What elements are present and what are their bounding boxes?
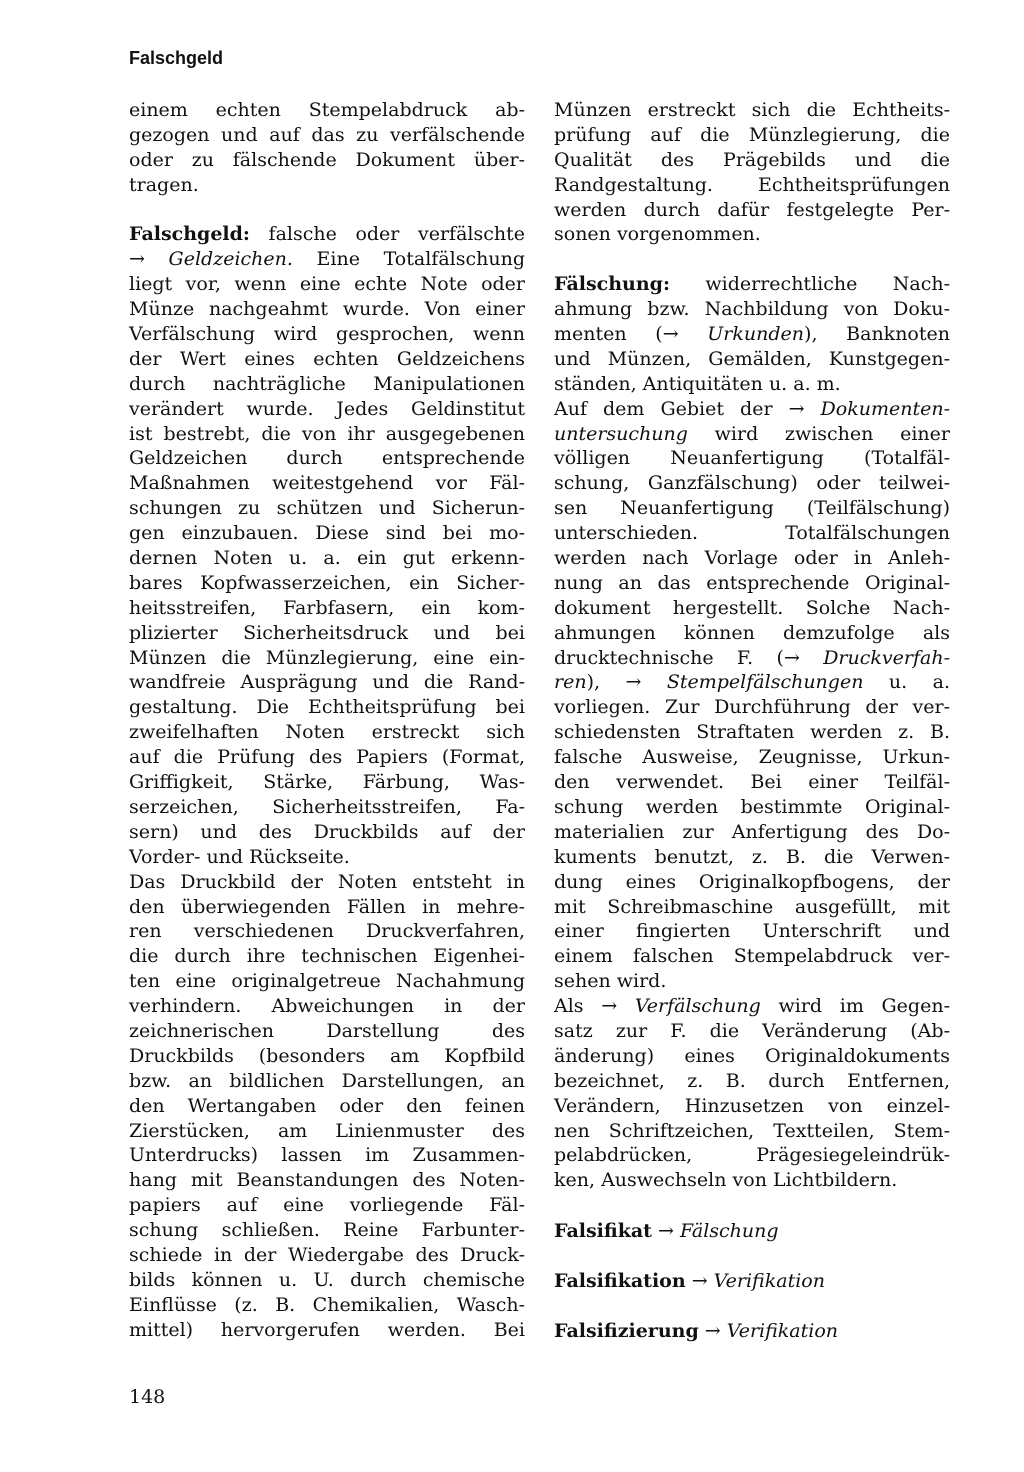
- cross-reference: Geldzeichen.: [168, 248, 293, 271]
- text-line: liegt vor, wenn eine echte Note oder: [129, 273, 525, 296]
- arrow-icon: →: [129, 248, 169, 271]
- text-line: menten (→ Urkunden), Banknoten: [554, 323, 950, 346]
- text-line: sen Neuanfertigung (Teilfälschung): [554, 497, 950, 520]
- entry-falschgeld: [129, 222, 525, 1342]
- cross-reference: Stempelfälschungen: [666, 671, 864, 694]
- cross-reference: Urkunden: [707, 323, 805, 346]
- arrow-icon: →: [662, 323, 708, 346]
- entry-term: Falsifizierung: [554, 1320, 699, 1343]
- arrow-icon: →: [685, 1270, 714, 1293]
- text-line: papiers auf eine vorliegende Fäl-: [129, 1194, 525, 1217]
- text-line: zweifelhaften Noten erstreckt sich: [129, 721, 525, 744]
- text-line: drucktechnische F. (→ Druckverfah-: [554, 646, 950, 669]
- entry-term: Falsifikation: [554, 1270, 686, 1293]
- text-line: verhindern. Abweichungen in der: [129, 995, 525, 1018]
- arrow-icon: →: [783, 646, 824, 669]
- entry-term: Fälschung:: [554, 273, 670, 296]
- entry-falsifizierung: [554, 1319, 950, 1344]
- text-line: sehen wird.: [554, 970, 667, 993]
- text-line: Verändern, Hinzusetzen von einzel-: [554, 1094, 950, 1117]
- text-line: zeichnerischen Darstellung des: [129, 1019, 525, 1042]
- cross-reference: untersuchung: [554, 422, 688, 445]
- text-line: ren), → Stempelfälschungen u. a.: [554, 671, 950, 694]
- text-line: schung schließen. Reine Farbunter-: [129, 1219, 525, 1242]
- cross-reference: Dokumenten-: [820, 397, 950, 420]
- text-line: Münzen erstreckt sich die Echtheits-: [554, 99, 950, 121]
- cross-reference: Verfälschung: [634, 995, 761, 1018]
- text-line: auf die Prüfung des Papiers (Format,: [129, 746, 525, 769]
- text-line: gen einzubauen. Diese sind bei mo-: [129, 522, 525, 545]
- text-line: durch nachträgliche Manipulationen: [129, 372, 525, 395]
- text-line: satz zur F. die Veränderung (Ab-: [554, 1019, 950, 1042]
- continuation-paragraph: [554, 98, 950, 247]
- text-line: schung werden bestimmte Original-: [554, 795, 950, 818]
- text-line: ist bestrebt, die von ihr ausgegebenen: [129, 422, 525, 445]
- cross-reference: Verifikation: [726, 1320, 839, 1343]
- cross-reference: ren: [554, 671, 587, 694]
- cross-reference: Fälschung: [679, 1219, 779, 1242]
- text-line: schiedensten Straftaten werden z. B.: [554, 721, 950, 744]
- text-line: ken, Auswechseln von Lichtbildern.: [554, 1169, 898, 1192]
- text-line: Falschgeld: falsche oder verfälschte: [129, 223, 525, 246]
- text-line: Fälschung: widerrechtliche Nach-: [554, 273, 950, 296]
- text-line: Randgestaltung. Echtheitsprüfungen: [554, 173, 950, 196]
- entry-term: Falsifikat: [554, 1219, 652, 1242]
- text-line: nung an das entsprechende Original-: [554, 571, 950, 594]
- text-line: bilds können u. U. durch chemische: [129, 1268, 525, 1291]
- text-line: änderung) eines Originaldokuments: [554, 1044, 950, 1067]
- text-line: werden durch dafür festgelegte Per-: [554, 198, 950, 221]
- text-line: materialien zur Anfertigung des Do-: [554, 820, 950, 843]
- text-line: dokument hergestellt. Solche Nach-: [554, 596, 950, 619]
- text-line: Unterdrucks) lassen im Zusammen-: [129, 1144, 525, 1167]
- text-line: unterschieden. Totalfälschungen: [554, 522, 950, 545]
- text-line: Münzen die Münzlegierung, eine ein-: [129, 646, 525, 669]
- text-line: vorliegen. Zur Durchführung der ver-: [554, 696, 950, 719]
- text-line: Das Druckbild der Noten entsteht in: [129, 870, 525, 893]
- entry-faelschung: [554, 272, 950, 1193]
- page-number: 148: [129, 1386, 166, 1408]
- text-line: kuments benutzt, z. B. die Verwen-: [554, 845, 950, 868]
- cross-reference: Druckverfah-: [823, 646, 950, 669]
- text-line: untersuchung wird zwischen einer: [554, 422, 950, 445]
- text-line: völligen Neuanfertigung (Totalfäl-: [554, 447, 950, 470]
- text-line: sonen vorgenommen.: [554, 223, 761, 246]
- text-line: Geldzeichen durch entsprechende: [129, 447, 525, 470]
- arrow-icon: →: [788, 397, 821, 420]
- text-line: den überwiegenden Fällen in mehre-: [129, 895, 525, 918]
- page-header: Falschgeld: [129, 48, 224, 68]
- entry-falsifikat: [554, 1219, 950, 1244]
- text-line: einem echten Stempelabdruck ab-: [129, 99, 525, 121]
- text-line: den Wertangaben oder den feinen: [129, 1094, 525, 1117]
- text-line: einer fingierten Unterschrift und: [554, 920, 950, 943]
- text-line: serzeichen, Sicherheitsstreifen, Fa-: [129, 795, 525, 818]
- arrow-icon: →: [601, 995, 635, 1018]
- text-line: wandfreie Ausprägung und die Rand-: [129, 671, 525, 694]
- text-line: Druckbilds (besonders am Kopfbild: [129, 1044, 525, 1067]
- left-column: [129, 98, 525, 1343]
- text-line: verändert wurde. Jedes Geldinstitut: [129, 397, 525, 420]
- text-line: ständen, Antiquitäten u. a. m.: [554, 372, 841, 395]
- text-line: Vorder- und Rückseite.: [129, 845, 350, 868]
- text-line: mit Schreibmaschine ausgefüllt, mit: [554, 895, 950, 918]
- arrow-icon: →: [698, 1320, 727, 1343]
- text-line: pelabdrücken, Prägesiegeleindrük-: [554, 1144, 950, 1167]
- text-line: schungen zu schützen und Sicherun-: [129, 497, 525, 520]
- text-line: bzw. an bildlichen Darstellungen, an: [129, 1069, 525, 1092]
- text-line: werden nach Vorlage oder in Anleh-: [554, 547, 950, 570]
- text-line: nen Schriftzeichen, Textteilen, Stem-: [554, 1119, 950, 1142]
- text-line: Auf dem Gebiet der → Dokumenten-: [554, 397, 950, 420]
- intro-paragraph: [129, 98, 525, 198]
- text-line: gezogen und auf das zu verfälschende: [129, 123, 525, 146]
- text-line: schiede in der Wiedergabe des Druck-: [129, 1243, 525, 1266]
- arrow-icon: →: [651, 1219, 680, 1242]
- text-line: tragen.: [129, 173, 199, 196]
- text-line: Qualität des Prägebilds und die: [554, 148, 950, 171]
- arrow-icon: →: [625, 671, 667, 694]
- text-line: oder zu fälschende Dokument über-: [129, 148, 525, 171]
- text-line: Als → Verfälschung wird im Gegen-: [554, 995, 950, 1018]
- text-line: mittel) hervorgerufen werden. Bei: [129, 1318, 525, 1341]
- text-line: Verfälschung wird gesprochen, wenn: [129, 323, 525, 346]
- text-line: plizierter Sicherheitsdruck und bei: [129, 621, 525, 644]
- text-line: ahmung bzw. Nachbildung von Doku-: [554, 298, 950, 321]
- text-line: Griffigkeit, Stärke, Färbung, Was-: [129, 771, 525, 794]
- text-line: sern) und des Druckbilds auf der: [129, 820, 525, 843]
- text-line: Einflüsse (z. B. Chemikalien, Wasch-: [129, 1293, 525, 1316]
- text-line: und Münzen, Gemälden, Kunstgegen-: [554, 347, 950, 370]
- text-line: prüfung auf die Münzlegierung, die: [554, 123, 950, 146]
- text-line: die durch ihre technischen Eigenhei-: [129, 945, 525, 968]
- cross-reference: Verifikation: [713, 1270, 825, 1293]
- entry-falsifikation: [554, 1269, 950, 1294]
- text-line: Münze nachgeahmt wurde. Von einer: [129, 298, 525, 321]
- text-line: Maßnahmen weitestgehend vor Fäl-: [129, 472, 525, 495]
- text-line: gestaltung. Die Echtheitsprüfung bei: [129, 696, 525, 719]
- text-line: einem falschen Stempelabdruck ver-: [554, 945, 950, 968]
- text-line: → Geldzeichen. Eine Totalfälschung: [129, 248, 525, 271]
- text-line: ren verschiedenen Druckverfahren,: [129, 920, 525, 943]
- entry-term: Falschgeld:: [129, 223, 250, 246]
- text-line: heitsstreifen, Farbfasern, ein kom-: [129, 596, 525, 619]
- text-line: dung eines Originalkopfbogens, der: [554, 870, 950, 893]
- text-line: ten eine originalgetreue Nachahmung: [129, 970, 525, 993]
- text-line: dernen Noten u. a. ein gut erkenn-: [129, 547, 525, 570]
- text-line: der Wert eines echten Geldzeichens: [129, 347, 525, 370]
- text-line: schung, Ganzfälschung) oder teilwei-: [554, 472, 950, 495]
- right-column: [554, 98, 950, 1344]
- text-line: Zierstücken, am Linienmuster des: [129, 1119, 525, 1142]
- text-line: falsche Ausweise, Zeugnisse, Urkun-: [554, 746, 950, 769]
- text-line: ahmungen können demzufolge als: [554, 621, 950, 644]
- text-line: hang mit Beanstandungen des Noten-: [129, 1169, 525, 1192]
- text-line: bares Kopfwasserzeichen, ein Sicher-: [129, 571, 525, 594]
- text-line: bezeichnet, z. B. durch Entfernen,: [554, 1069, 950, 1092]
- text-line: den verwendet. Bei einer Teilfäl-: [554, 771, 950, 794]
